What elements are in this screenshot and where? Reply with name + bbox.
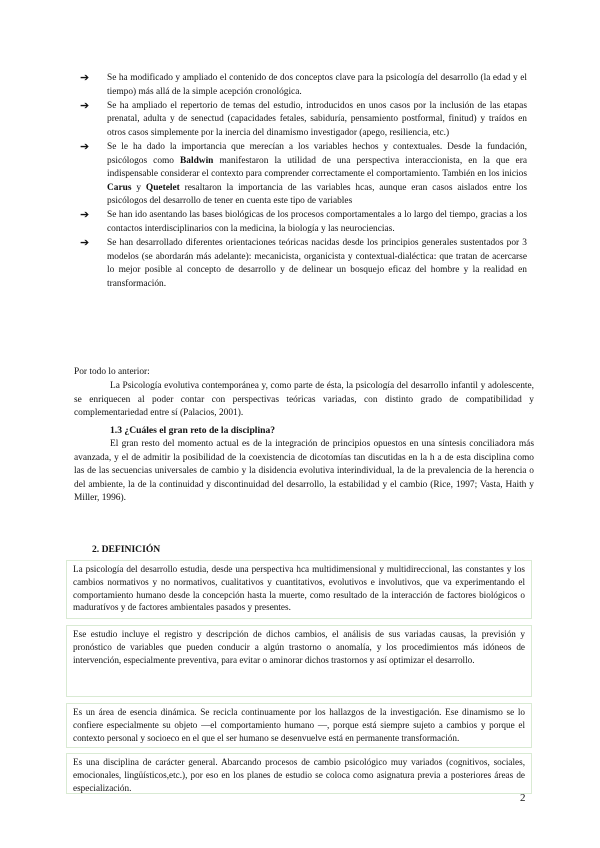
list-item	[80, 209, 527, 236]
definition-box: Ese estudio incluye el registro y descripción de dichos cambios, el análisis de sus variadas causas, la previsión y pronóstico de variables que pueden conducir a algún trastorno o anomalía, y los procedimientos más idóneos de intervención, especialmente preventiva, para evitar o aminorar dichos trastornos y así optimizar el desarrollo.	[66, 625, 532, 697]
definition-box: Es una disciplina de carácter general. Abarcando procesos de cambio psicológico muy variados (cognitivos, sociales, emocionales, lingüísticos,etc.), por eso en los planes de estudio se coloca como asignatura previa a posteriores áreas de especialización.	[66, 753, 532, 794]
list-item-text: resaltaron la importancia de las variables hcas, aunque eran casos aislados entre los psicólogos del desarrollo de tener en cuenta este tipo de variables	[107, 182, 527, 207]
paragraph-challenge: El gran resto del momento actual es de la integración de principios opuestos en una síntesis conciliadora más avanzada, y el de admitir la posibilidad de la coexistencia de dicotomías tan discutidas en la h a de esta disciplina como las de las secuencias universales de cambio y la disidencia evolutiva interindividual, la de la prevalencia de la herencia o del ambiente, la de la continuidad y discontinuidad del desarrollo, la estabilidad y el cambio (Rice, 1997; Vasta, Haith y Miller, 1996).	[74, 439, 534, 504]
list-item-text: Se han ido asentando las bases biológicas de los procesos comportamentales a lo largo del tiempo, gracias a los contactos interdisciplinarios con la medicina, la biología y las neurociencias.	[107, 210, 527, 235]
arrow-bullet-icon: ➔	[80, 209, 90, 222]
arrow-bullet-icon: ➔	[80, 99, 90, 112]
arrow-bullet-icon: ➔	[80, 237, 90, 250]
definition-box: La psicología del desarrollo estudia, desde una perspectiva hca multidimensional y multidireccional, las constantes y los cambios normativos y no normativos, cualitativos y cuantitativos, evolutivos e involutivos, que va experimentando el comportamiento humano desde la concepción hasta la muerte, como resultado de la interacción de factores biológicos o maduratívos y de factores ambientales pasados y presentes.	[66, 560, 532, 619]
list-item-text: Se ha modificado y ampliado el contenido de dos conceptos clave para la psicología del desarrollo (la edad y el tiempo) más allá de la simple acepción cronológica.	[107, 73, 527, 97]
page-number: 2	[520, 792, 526, 804]
list-item	[80, 100, 527, 141]
list-item	[80, 237, 527, 291]
definition-box: Es un área de esencia dinámica. Se recicla continuamente por los hallazgos de la investigación. Ese dinamismo se lo confiere especialmente su objeto —el comportamiento humano —, porque está siempre sujeto a cambios y porque el contexto personal y socioeco en el que el ser humano se desenvuelve está en permanente transformación.	[66, 703, 532, 748]
name-baldwin: Baldwin	[180, 155, 214, 166]
intro-line: Por todo lo anterior:	[74, 367, 150, 377]
paragraph-contemporary: La Psicología evolutiva contemporánea y, como parte de ésta, la psicología del desarrollo infantil y adolescente, se enriquecen al poder contar con perspectivas teóricas variadas, con distinto grado de compatibilidad y complementariedad entre sí (Palacios, 2001).	[74, 381, 534, 419]
name-carus: Carus	[107, 182, 132, 193]
name-quetelet: Quetelet	[145, 182, 180, 193]
section-heading-definicion: 2. DEFINICIÓN	[92, 544, 161, 555]
arrow-bullet-icon: ➔	[80, 72, 90, 84]
section-heading-1-3: 1.3 ¿Cuáles el gran reto de la disciplina?	[110, 425, 276, 436]
arrow-bullet-icon: ➔	[80, 140, 90, 153]
list-item-text: y	[131, 182, 146, 193]
list-item	[80, 72, 527, 99]
list-item-text: Se le ha dado la importancia que merecían a los variables hechos y contextuales. Desde la fundación, psicólogos como	[107, 141, 527, 166]
list-item-text: Se ha ampliado el repertorio de temas del estudio, introducidos en unos casos por la inclusión de las etapas prenatal, adulta y de senectud (capacidades fetales, sabiduría, pensamiento postformal, finitud) y traídos en otros casos simplemente por la inercia del dinamismo investigador (apego, resiliencia, etc.)	[107, 100, 527, 138]
list-item-text: manifestaron la utilidad de una perspectiva interaccionista, en la que era indispensable considerar el contexto para comprender correctamente el comportamiento. También en los inicios	[107, 155, 527, 180]
list-item-text: Se han desarrollado diferentes orientaciones teóricas nacidas desde los principios generales sustentados por 3 modelos (se abordarán más adelante): mecanicista, organicista y contextual-dialéctica: que tratan de acercarse lo mejor posible al concepto de desarrollo y de delinear un bosquejo eficaz del hombre y la realidad en transformación.	[107, 238, 527, 289]
list-item	[80, 141, 527, 209]
bullet-list	[80, 72, 527, 292]
